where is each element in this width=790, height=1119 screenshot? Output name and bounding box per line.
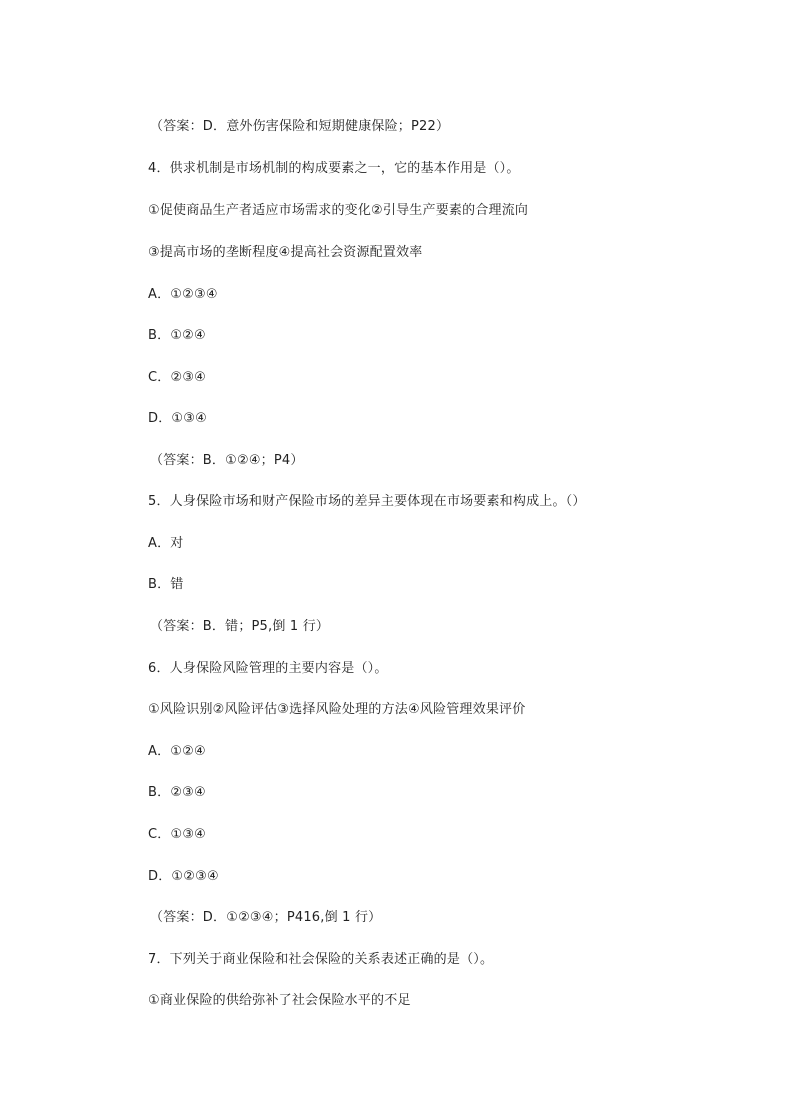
question-5-option-a: A．对 (148, 536, 184, 551)
question-5-stem: 5．人身保险市场和财产保险市场的差异主要体现在市场要素和构成上。（） (148, 494, 586, 509)
question-6-stem: 6．人身保险风险管理的主要内容是（）。 (148, 661, 388, 676)
question-6-option-c: C．①③④ (148, 827, 207, 842)
question-6-option-b: B．②③④ (148, 785, 206, 800)
answer-line-q6: （答案：D．①②③④；P416,倒 1 行） (150, 910, 382, 925)
question-6-statements: ①风险识别②风险评估③选择风险处理的方法④风险管理效果评价 (148, 702, 526, 717)
question-7-stem: 7．下列关于商业保险和社会保险的关系表述正确的是（）。 (148, 952, 494, 967)
answer-line-q4: （答案：B．①②④；P4） (150, 453, 304, 468)
question-6-option-d: D．①②③④ (148, 869, 219, 884)
question-4-stem: 4．供求机制是市场机制的构成要素之一，它的基本作用是（）。 (148, 161, 520, 176)
question-4-option-d: D．①③④ (148, 411, 207, 426)
question-4-option-b: B．①②④ (148, 328, 206, 343)
answer-line-q3: （答案：D．意外伤害保险和短期健康保险；P22） (150, 119, 450, 134)
question-4-option-c: C．②③④ (148, 370, 207, 385)
answer-line-q5: （答案：B．错；P5,倒 1 行） (150, 619, 330, 634)
question-4-statement-3-4: ③提高市场的垄断程度④提高社会资源配置效率 (148, 245, 423, 260)
question-4-statement-1-2: ①促使商品生产者适应市场需求的变化②引导生产要素的合理流向 (148, 203, 529, 218)
question-6-option-a: A．①②④ (148, 744, 206, 759)
question-4-option-a: A．①②③④ (148, 287, 218, 302)
question-7-statement-1: ①商业保险的供给弥补了社会保险水平的不足 (148, 993, 411, 1008)
question-5-option-b: B．错 (148, 577, 184, 592)
